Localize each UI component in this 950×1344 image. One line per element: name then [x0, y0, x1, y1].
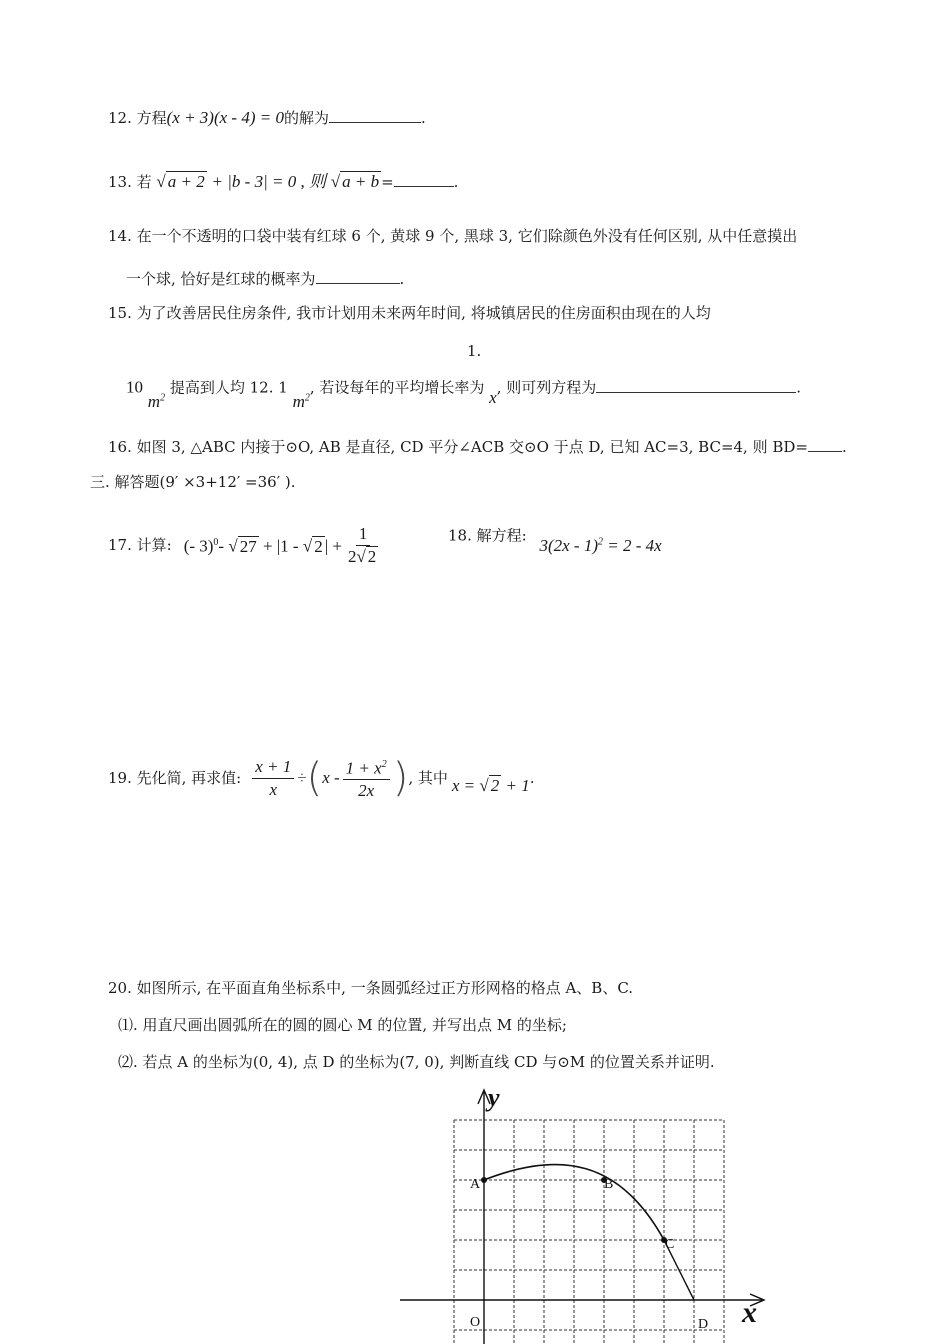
x-axis-label: x: [742, 1296, 757, 1329]
q15-answer-blank[interactable]: [596, 378, 796, 393]
q19-fraction-1: $\frac{x + 1}{x}$: [252, 757, 294, 800]
question-20-sub1: ⑴. 用直尺画出圆弧所在的圆的圆心 M 的位置, 并写出点 M 的坐标;: [118, 1016, 567, 1034]
label-a: A: [470, 1177, 481, 1192]
origin-label: O: [470, 1315, 481, 1330]
question-15-stray: 1.: [467, 342, 482, 360]
question-15-line1: 15. 为了改善居民住房条件, 我市计划用未来两年时间, 将城镇居民的住房面积由现在的人均: [108, 304, 711, 322]
question-13: 13. 若 √ a + 2 + |b - 3| = 0 , 则 √ a + b = .: [108, 172, 459, 191]
label-b: B: [604, 1177, 614, 1192]
question-20-line1: 20. 如图所示, 在平面直角坐标系中, 一条圆弧经过正方形网格的格点 A、B、C.: [108, 979, 634, 997]
q13-middle: + |b - 3| = 0 , 则: [211, 172, 326, 191]
q13-radicand-right: a + b: [342, 172, 380, 191]
q14-answer-blank[interactable]: [316, 269, 400, 284]
question-17: 17. 计算: (- 3)$^0$- √ 27 + |1 - √ 2 | + $\frac{1}{2√ 2}$: [108, 520, 384, 570]
grid-lines: [454, 1120, 724, 1344]
q17-fraction: $\frac{1}{2√ 2}$: [347, 523, 377, 566]
q19-fraction-2: $\frac{1 + x^2}{2x}$: [343, 755, 390, 802]
question-12: 12. 方程(x + 3)(x - 4) = 0的解为 .: [108, 108, 426, 127]
label-d: D: [698, 1317, 709, 1332]
section-3-title: 三. 解答题(9′ ×3+12′ =36′ ).: [90, 473, 296, 491]
question-19: 19. 先化简, 再求值: $\frac{x + 1}{x}$ ÷ ( x - $\frac{1 + x^2}{2x}$ ) , 其中 x = √ 2 + 1 .: [108, 755, 535, 801]
q16-answer-blank[interactable]: [808, 437, 842, 452]
axes: [400, 1090, 764, 1344]
question-18: 18. 解方程: 3(2x - 1)$^2$ = 2 - 4x: [448, 526, 662, 555]
point-a: [481, 1177, 487, 1183]
question-14-line2: 一个球, 恰好是红球的概率为 .: [126, 270, 405, 288]
q12-equation: (x + 3)(x - 4) = 0: [166, 108, 284, 127]
question-14-line1: 14. 在一个不透明的口袋中装有红球 6 个, 黄球 9 个, 黑球 3, 它们除颜色外没有任何区别, 从中任意摸出: [108, 227, 798, 245]
coordinate-figure: [390, 1080, 780, 1344]
q13-radicand-left: a + 2: [167, 172, 205, 191]
q12-suffix: 的解为: [283, 109, 329, 127]
y-axis-label: y: [488, 1083, 500, 1112]
label-c: C: [665, 1237, 675, 1252]
q13-prefix: 13. 若: [108, 173, 152, 191]
q12-answer-blank[interactable]: [329, 108, 421, 123]
question-20-sub2: ⑵. 若点 A 的坐标为(0, 4), 点 D 的坐标为(7, 0), 判断直线 CD 与⊙M 的位置关系并证明.: [118, 1053, 715, 1071]
question-16: 16. 如图 3, △ABC 内接于⊙O, AB 是直径, CD 平分∠ACB 交⊙O 于点 D, 已知 AC=3, BC=4, 则 BD= .: [108, 438, 847, 456]
question-15-line2: 10 $m^2$ 提高到人均 12. 1 $m^2$, 若设每年的平均增长率为 x, 则可列方程为 .: [126, 377, 802, 411]
q13-answer-blank[interactable]: [394, 172, 454, 187]
q12-prefix: 12. 方程: [108, 109, 167, 127]
